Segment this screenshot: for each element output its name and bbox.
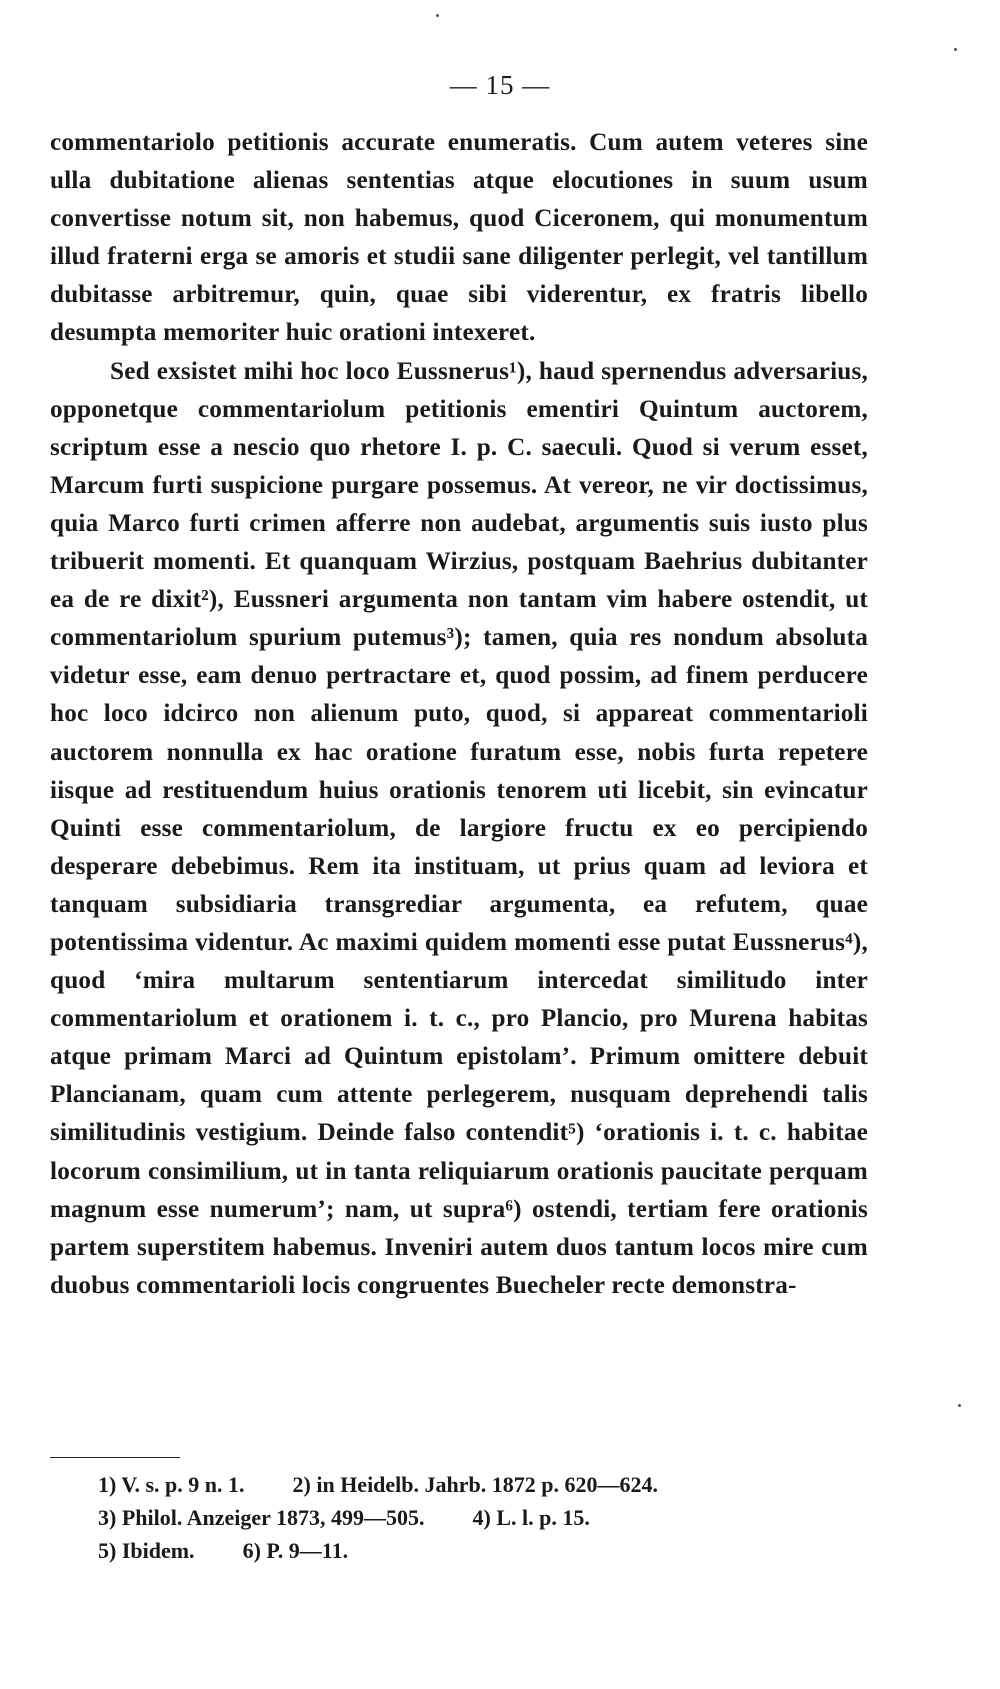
footnote-2: 2) in Heidelb. Jahrb. 1872 p. 620—624. xyxy=(292,1472,658,1497)
page-number: — 15 — xyxy=(449,70,551,100)
footnote-line xyxy=(98,1468,898,1501)
footnote-divider xyxy=(50,1457,180,1458)
footnote-4: 4) L. l. p. 15. xyxy=(472,1505,590,1530)
footnote-3: 3) Philol. Anzeiger 1873, 499—505. xyxy=(98,1505,425,1530)
paper-speck xyxy=(954,48,957,51)
footnote-line xyxy=(98,1534,898,1567)
footnote-5: 5) Ibidem. xyxy=(98,1538,195,1563)
paragraph-1: commentariolo petitionis accurate enumeratis. Cum autem veteres sine ulla dubitatione alienas sententias atque elocutiones in suum usum convertisse notum sit, non habemus, quod Ciceronem, qui monumentum illud fraterni erga se amoris et studii sane diligenter perlegit, vel tantillum dubitasse arbitremur, quin, quae sibi viderentur, ex fratris libello desumpta memoriter huic orationi intexeret. xyxy=(50,129,868,347)
paper-speck xyxy=(958,1404,961,1407)
paper-speck xyxy=(436,14,439,17)
footnotes xyxy=(98,1468,898,1567)
footnote-line xyxy=(98,1501,898,1534)
footnote-6: 6) P. 9—11. xyxy=(242,1538,349,1563)
paragraph-2: Sed exsistet mihi hoc loco Eussnerus¹), haud spernendus adversarius, opponetque commentariolum petitionis ementiri Quintum auctorem, scriptum esse a nescio quo rhetore I. p. C. saeculi. Quod si verum esset, Marcum furti suspicione purgare possemus. At vereor, ne vir doctissimus, quia Marco furti crimen afferre non audebat, argumentis suis iusto plus tribuerit momenti. Et quanquam Wirzius, postquam Baehrius dubitanter ea de re dixit²), Eussneri argumenta non tantam vim habere ostendit, ut commentariolum spurium putemus³); tamen, quia res nondum absoluta videtur esse, eam denuo pertractare et, quod possim, ad finem perducere hoc loco idcirco non alienum puto, quod, si appareat commentarioli auctorem nonnulla ex hac oratione furatum esse, nobis furta repetere iisque ad restituendum huius orationis tenorem uti licebit, sin evincatur Quinti esse commentariolum, de largiore fructu ex eo percipiendo desperare debebimus. Rem ita instituam, ut prius quam ad leviora et tanquam subsidiaria transgrediar argumenta, ea refutem, quae potentissima videntur. Ac maximi quidem momenti esse putat Eussnerus⁴), quod ‘mira multarum sententiarum intercedat similitudo inter commentariolum et orationem i. t. c., pro Plancio, pro Murena habitas atque primam Marci ad Quintum epistolam’. Primum omittere debuit Plancianam, quam cum attente perlegerem, nusquam deprehendi talis similitudinis vestigium. Deinde falso contendit⁵) ‘orationis i. t. c. habitae locorum consimilium, ut in tanta reliquiarum orationis paucitate perquam magnum esse numerum’; nam, ut supra⁶) ostendi, tertiam fere orationis partem superstitem habemus. Inveniri autem duos tantum locos mire cum duobus commentarioli locis congruentes Buecheler recte demonstra- xyxy=(50,357,868,1299)
main-text xyxy=(50,124,868,1305)
footnote-1: 1) V. s. p. 9 n. 1. xyxy=(98,1472,245,1497)
